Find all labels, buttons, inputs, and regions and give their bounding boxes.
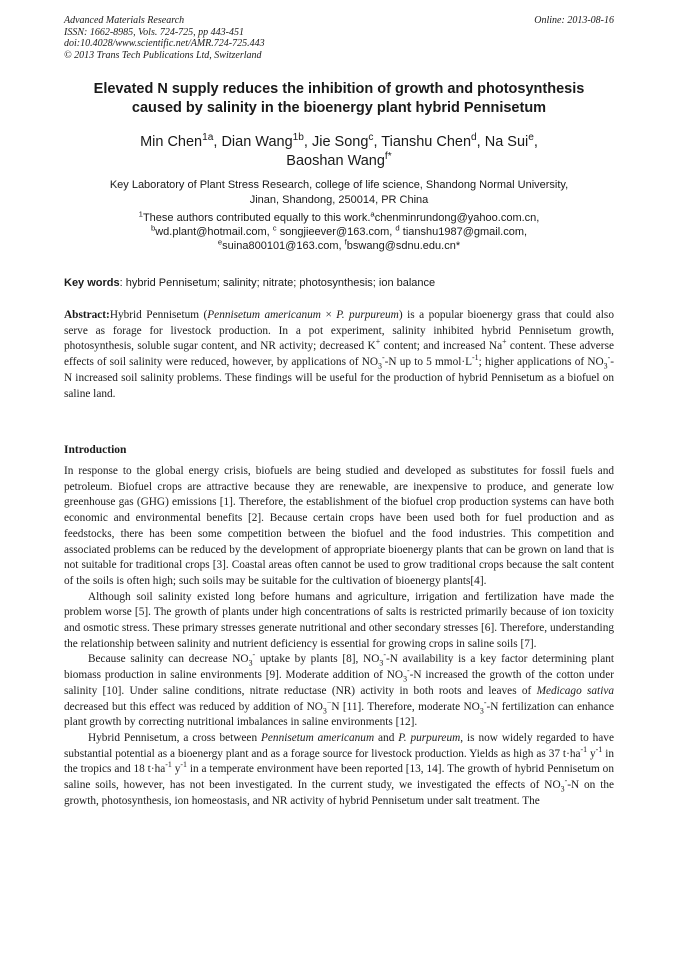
ion-charge: - (483, 697, 487, 707)
species-name: P. purpureum (398, 731, 461, 744)
issn-line: ISSN: 1662-8985, Vols. 724-725, pp 443-451 (64, 26, 244, 38)
email-mark: d (395, 223, 400, 233)
equal-contribution-note: These authors contributed equally to this work. (142, 212, 371, 224)
abstract-text: ) is a popular bioenergy grass that could also serve as forage for livestock production. In a pot experiment, salinity inhibited hybrid Pennisetum growth, photosynthesis, soluble sugar content, and NR activity; decreased K (64, 309, 614, 353)
paragraph-text: -N increased the growth of the cotton under salinity [10]. Under saline conditions, nitrate reductase (NR) activity in both roots and leaves of (64, 669, 614, 697)
author-separator: , (373, 134, 382, 150)
abstract-text: content; and increased Na (380, 340, 503, 353)
keywords-text: : hybrid Pennisetum; salinity; nitrate; photosynthesis; ion balance (119, 277, 436, 289)
author-mark: e (528, 132, 534, 144)
paragraph-text: -N availability is a key factor determining plant biomass production in saline environments [9]. Moderate addition of NO (64, 653, 614, 682)
ion-charge: + (502, 337, 507, 347)
author-name: Min Chen (140, 134, 203, 150)
affiliation-line-2: Jinan, Shandong, 250014, PR China (249, 194, 429, 206)
title-line-2: caused by salinity in the bioenergy plant hybrid Pennisetum (131, 100, 547, 116)
abstract-text: -N increased soil salinity problems. These findings will be useful for the production of hybrid Pennisetum as a biofuel on saline land. (64, 356, 614, 400)
email-b[interactable]: wd.plant@hotmail.com, (155, 226, 270, 238)
copyright-line: © 2013 Trans Tech Publications Ltd, Switzerland (64, 49, 262, 61)
author-name: Dian Wang (221, 134, 293, 150)
formula-subscript: 3 (379, 658, 384, 668)
formula-subscript: 3 (248, 658, 253, 668)
author-name: Tianshu Chen (381, 134, 472, 150)
email-mark: c (272, 223, 277, 233)
author-name: Na Sui (484, 134, 529, 150)
doi-link[interactable]: doi:10.4028/www.scientific.net/AMR.724-725.443 (64, 38, 265, 49)
abstract (64, 308, 614, 402)
paragraph-text: decreased but this effect was reduced by addition of NO (64, 700, 323, 713)
affiliation (56, 178, 622, 208)
unit-exponent: -1 (595, 744, 603, 754)
species-name: Pennisetum americanum (261, 731, 375, 744)
paragraph-text: Hybrid Pennisetum, a cross between (88, 731, 262, 744)
author-mark: f* (384, 151, 392, 163)
section-heading-introduction: Introduction (64, 444, 127, 456)
ion-charge: - (407, 666, 410, 676)
paragraph-text: in a temperate environment have been reported [13, 14]. The growth of hybrid Pennisetum on saline soils, however, has not been investigated. In the current study, we investigated the effects of NO (64, 763, 614, 792)
unit-exponent: -1 (180, 760, 187, 770)
author-name: Jie Song (311, 134, 369, 150)
unit-exponent: -1 (580, 744, 588, 754)
author-name: Baoshan Wang (286, 153, 385, 169)
author-mark: c (368, 132, 374, 144)
formula-subscript: 3 (378, 361, 382, 371)
unit-exponent: -1 (165, 760, 172, 770)
formula-subscript: 3 (403, 674, 408, 684)
author-separator: , (533, 134, 538, 150)
abstract-text: -N up to 5 mmol·L (384, 356, 473, 369)
title-line-1: Elevated N supply reduces the inhibition of growth and photosynthesis (93, 81, 585, 97)
author-mark: d (471, 132, 477, 144)
equal-contribution-mark: 1 (138, 209, 143, 219)
author-mark: 1b (292, 132, 304, 144)
paragraph-text: -N fertilization can enhance plant growth by correcting nutritional imbalances in saline environments [12]. (64, 700, 614, 729)
journal-header (64, 15, 614, 61)
ion-charge: + (375, 337, 381, 347)
paragraph-text: y (171, 763, 181, 776)
ion-charge: - (607, 353, 611, 363)
abstract-text: ; higher applications of NO (478, 356, 604, 369)
ion-charge: - (383, 650, 386, 660)
email-block (80, 211, 598, 253)
paragraph-4 (64, 731, 614, 810)
species-name: Medicago sativa (536, 684, 614, 697)
author-separator: , (303, 134, 312, 150)
author-separator: , (213, 134, 222, 150)
species-name: Pennisetum americanum (207, 309, 321, 321)
email-mark: a (370, 209, 375, 219)
abstract-text: × (320, 309, 337, 321)
ion-charge: - (382, 353, 385, 363)
abstract-label: Abstract: (64, 309, 110, 321)
species-name: P. purpureum (336, 309, 399, 321)
online-date: Online: 2013-08-16 (534, 15, 614, 26)
paragraph-2: Although soil salinity existed long before humans and agriculture, irrigation and fertilization have made the problem worse [5]. The growth of plants under high concentrations of salts is restricted primarily because of ion toxicity and osmotic stress. These primary stresses generate nutritional and other secondary stresses [6]. Therefore, understanding the relationship between salinity and nutrient deficiency is essential for growing crops in saline soils [7]. (64, 590, 614, 650)
author-mark: 1a (202, 132, 214, 144)
paragraph-text: , is now widely regarded to have substantial potential as a bioenergy plant and as a forage source for livestock production. Yields as high as 37 t·ha (64, 731, 614, 760)
email-e[interactable]: suina800101@163.com, (222, 240, 342, 252)
paper-title (56, 80, 622, 118)
abstract-text: content. These adverse effects of soil salinity were reduced, however, by applications of NO (64, 340, 614, 369)
email-f[interactable]: bswang@sdnu.edu.cn* (346, 240, 461, 252)
paragraph-text: in the tropics and 18 t·ha (64, 747, 614, 776)
paragraph-3 (64, 652, 614, 731)
email-d[interactable]: tianshu1987@gmail.com, (402, 226, 528, 238)
author-list (56, 133, 622, 171)
paragraph-text: y (587, 747, 596, 760)
email-c[interactable]: songjieever@163.com, (279, 226, 393, 238)
journal-name: Advanced Materials Research (64, 15, 185, 26)
introduction-body (64, 464, 614, 809)
formula-subscript: 3 (603, 361, 608, 371)
email-a[interactable]: chenminrundong@yahoo.com.cn, (374, 212, 540, 224)
formula-subscript: 3 (479, 705, 484, 715)
email-mark: f (344, 237, 347, 247)
formula-subscript: 3 (322, 705, 327, 715)
keywords-label: Key words (64, 277, 120, 289)
abstract-text: Hybrid Pennisetum ( (109, 309, 208, 321)
paragraph-text: -N on the growth, photosynthesis, ion homeostasis, and NR activity of hybrid Pennisetum under salt treatment. The (64, 779, 615, 807)
paragraph-1: In response to the global energy crisis, biofuels are being studied and developed as substitutes for fossil fuels and petroleum. Biofuel crops are attractive because they are renewable, are inexpensive to produce, and generate low greenhouse gas (GHG) emissions [1]. Therefore, the establishment of the biofuel crop production systems can have both economic and environmental benefits [2]. Because certain crops have been used both for fuel production and as feedstocks, there has been some competition between the biofuel and the food industries. This competition and associated problems can be reduced by the development of appropriate bioenergy plants that can be grown on land that is not suitable for traditional crops [3]. Coastal areas often cannot be used to grow traditional crops because the salt content of the soils is often high; such soils may be suitable for the cultivation of bioenergy plants[4]. (64, 465, 614, 587)
paragraph-text: Because salinity can decrease NO (88, 653, 249, 666)
author-separator: , (476, 134, 485, 150)
email-mark: b (150, 223, 156, 233)
ion-charge: - (564, 776, 568, 786)
ion-charge: − (326, 697, 332, 707)
paragraph-text: N [11]. Therefore, moderate NO (331, 700, 480, 713)
paragraph-text: and (374, 731, 399, 744)
email-mark: e (217, 237, 223, 247)
formula-subscript: 3 (560, 784, 565, 794)
keywords (64, 276, 614, 290)
unit-exponent: -1 (472, 353, 479, 363)
paragraph-text: uptake by plants [8], NO (255, 653, 380, 666)
ion-charge: - (252, 650, 256, 660)
affiliation-line-1: Key Laboratory of Plant Stress Research, college of life science, Shandong Normal University, (109, 179, 569, 191)
